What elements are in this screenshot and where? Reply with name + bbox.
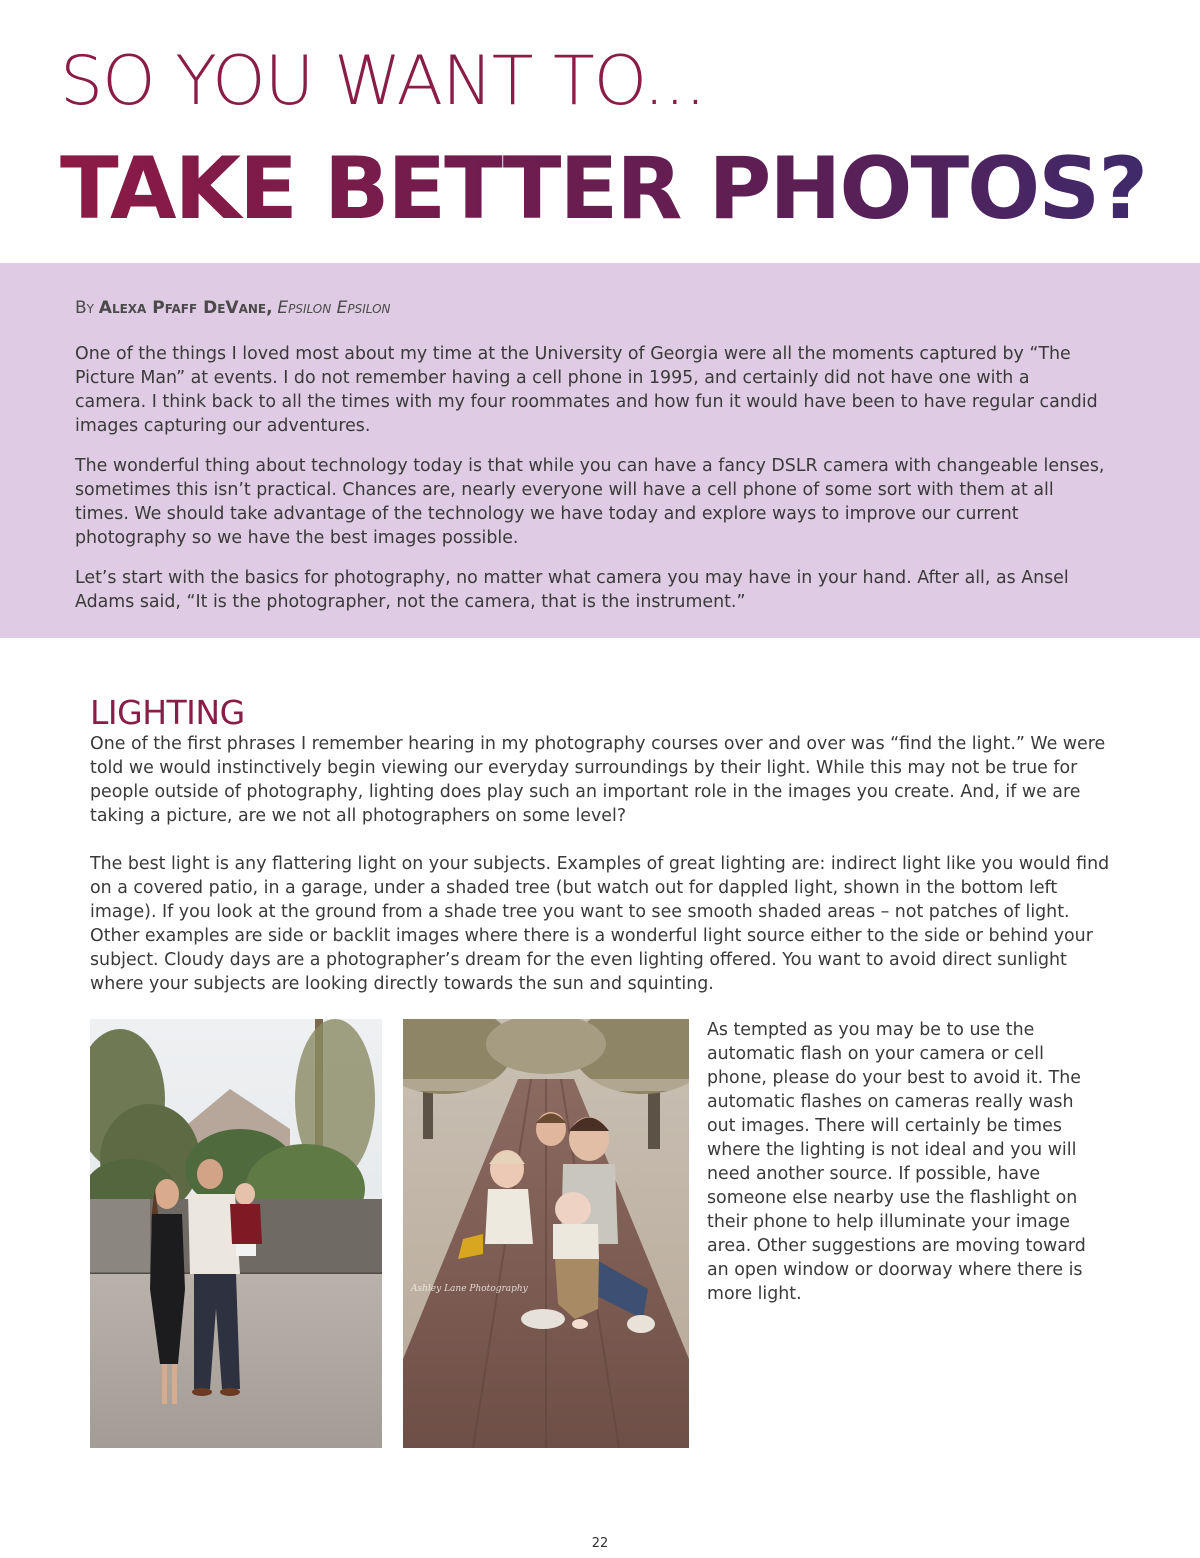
lighting-paragraph: The best light is any flattering light on your subjects. Examples of great lighting are: indirect light like you would find on a covered patio, in a garage, under a shaded tree (but watch out for dappled light, shown in the bottom left image). If you look at the ground from a shade tree you want to see smooth shaded areas – not patches of light. Other examples are side or backlit images where there is a wonderful light source either to the side or behind your subject. Cloudy days are a photographer’s dream for the even lighting offered. You want to avoid direct sunlight where your subjects are looking directly towards the sun and squinting. bbox=[90, 854, 1110, 994]
headline: TAKE BETTER PHOTOS? bbox=[60, 139, 1147, 239]
intro-text bbox=[75, 342, 1105, 630]
kids-photo-watermark: Ashley Lane Photography bbox=[411, 1284, 528, 1294]
section-title-lighting: LIGHTING bbox=[90, 693, 245, 732]
flash-paragraph: As tempted as you may be to use the automatic flash on your camera or cell phone, please do your best to avoid it. The automatic flashes on cameras really wash out images. There will certainly be times where the lighting is not ideal and you will need another source. If possible, have someone else nearby use the flashlight on their phone to help illuminate your image area. Other suggestions are moving toward an open window or doorway where there is more light. bbox=[707, 1020, 1086, 1304]
intro-paragraph: Let’s start with the basics for photography, no matter what camera you may have in your hand. After all, as Ansel Adams said, “It is the photographer, not the camera, that is the instrument.” bbox=[75, 568, 1069, 612]
intro-paragraph: The wonderful thing about technology today is that while you can have a fancy DSLR camera with changeable lenses, sometimes this isn’t practical. Chances are, nearly everyone will have a cell phone of some sort with them at all times. We should take advantage of the technology we have today and explore ways to improve our current photography so we have the best images possible. bbox=[75, 456, 1105, 548]
kicker-heading: SO YOU WANT TO... bbox=[60, 42, 706, 121]
family-photo bbox=[90, 1019, 382, 1448]
lighting-text bbox=[90, 732, 1110, 1020]
kids-photo bbox=[403, 1019, 689, 1448]
byline-chapter: Epsilon Epsilon bbox=[277, 298, 391, 318]
page-number: 22 bbox=[591, 1536, 609, 1551]
byline bbox=[75, 298, 391, 318]
byline-prefix: By bbox=[75, 298, 94, 318]
byline-author: Alexa Pfaff DeVane, bbox=[98, 298, 273, 318]
intro-paragraph: One of the things I loved most about my time at the University of Georgia were all the moments captured by “The Picture Man” at events. I do not remember having a cell phone in 1995, and certainly did not have one with a camera. I think back to all the times with my four roommates and how fun it would have been to have regular candid images capturing our adventures. bbox=[75, 344, 1098, 436]
lighting-paragraph: One of the first phrases I remember hearing in my photography courses over and over was “find the light.” We were told we would instinctively begin viewing our everyday surroundings by their light. While this may not be true for people outside of photography, lighting does play such an important role in the images you create. And, if we are taking a picture, are we not all photographers on some level? bbox=[90, 734, 1106, 826]
